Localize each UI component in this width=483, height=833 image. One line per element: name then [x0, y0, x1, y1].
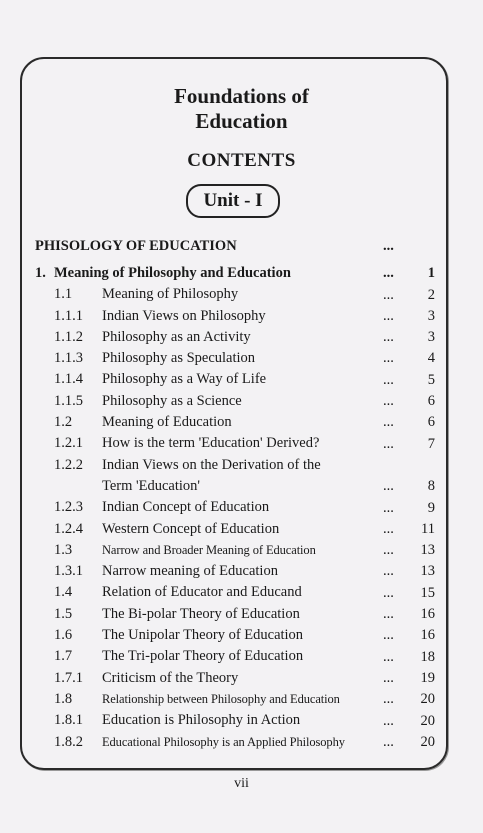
entry-page-number: 19: [420, 669, 435, 686]
entry-page-number: 1: [427, 265, 435, 282]
entry-page-number: 4: [427, 350, 435, 367]
entry-number: 1.4: [54, 584, 73, 601]
entry-title: Meaning of Philosophy: [102, 286, 239, 303]
toc-entry-1-4[interactable]: [35, 582, 435, 603]
entry-title: The Unipolar Theory of Education: [102, 627, 304, 644]
entry-dots: ...: [383, 733, 394, 750]
entry-dots: ...: [383, 648, 394, 665]
entry-page-number: 20: [420, 712, 435, 729]
entry-number: 1.1.5: [54, 392, 83, 409]
entry-dots: ...: [383, 478, 394, 495]
entry-dots: ...: [383, 520, 394, 537]
entry-dots: ...: [383, 307, 394, 324]
contents-heading: CONTENTS: [187, 150, 296, 171]
toc-entry-1-8[interactable]: [35, 689, 435, 710]
entry-dots: ...: [383, 265, 394, 282]
toc-entry-1[interactable]: [35, 263, 435, 284]
entry-number: 1.5: [54, 605, 73, 622]
entry-page-number: 13: [420, 563, 435, 580]
entry-title: Narrow meaning of Education: [102, 563, 278, 580]
entry-number: 1.2.3: [54, 499, 83, 516]
entry-number: 1.1.1: [54, 307, 83, 324]
entry-number: 1.8.2: [54, 733, 83, 750]
entry-page-number: 3: [427, 329, 435, 346]
page-folio: vii: [234, 776, 249, 791]
entry-title: Meaning of Philosophy and Education: [54, 265, 291, 281]
entry-dots: ...: [383, 393, 394, 410]
entry-number: 1.2: [54, 414, 73, 431]
toc-entry-1-7-1[interactable]: [35, 668, 435, 689]
entry-dots: ...: [383, 606, 394, 623]
toc-entry-1-2-4[interactable]: [35, 519, 435, 540]
entry-page-number: 11: [421, 520, 435, 537]
entry-dots: ...: [383, 712, 394, 729]
section-heading-dots: ...: [383, 238, 394, 254]
table-of-contents: [35, 263, 435, 753]
entry-number: 1.1: [54, 286, 73, 303]
book-title-line2: Education: [195, 109, 288, 133]
entry-title: Relationship between Philosophy and Education: [102, 691, 340, 706]
entry-page-number: 2: [427, 286, 435, 303]
toc-entry-1-8-1[interactable]: [35, 710, 435, 731]
entry-number: 1.: [35, 265, 46, 281]
entry-dots: ...: [383, 542, 394, 559]
toc-entry-1-5[interactable]: [35, 604, 435, 625]
entry-number: 1.3.1: [54, 563, 83, 580]
entry-page-number: 6: [427, 414, 435, 431]
entry-dots: ...: [383, 563, 394, 580]
toc-entry-1-7[interactable]: [35, 646, 435, 667]
entry-page-number: 20: [420, 691, 435, 708]
entry-number: 1.8: [54, 690, 73, 707]
unit-label: Unit - I: [186, 184, 280, 218]
entry-page-number: 9: [427, 499, 435, 516]
entry-dots: ...: [383, 435, 394, 452]
entry-number: 1.7.1: [54, 669, 83, 686]
entry-title: How is the term 'Education' Derived?: [102, 435, 320, 452]
toc-entry-1-1-5[interactable]: [35, 391, 435, 412]
entry-title: Indian Views on Philosophy: [102, 307, 266, 324]
entry-dots: ...: [383, 350, 394, 367]
entry-title: Narrow and Broader Meaning of Education: [102, 542, 316, 557]
entry-number: 1.3: [54, 541, 73, 558]
toc-entry-1-2-2[interactable]: [35, 455, 435, 498]
entry-number: 1.1.3: [54, 350, 83, 367]
entry-page-number: 8: [427, 478, 435, 495]
entry-dots: ...: [383, 499, 394, 516]
entry-title: Educational Philosophy is an Applied Philosophy: [102, 734, 345, 749]
entry-number: 1.7: [54, 648, 73, 665]
entry-title: Criticism of the Theory: [102, 669, 239, 686]
entry-page-number: 13: [420, 542, 435, 559]
entry-title: Relation of Educator and Educand: [102, 584, 302, 601]
entry-title: Education is Philosophy in Action: [102, 712, 301, 729]
section-heading-text: PHISOLOGY OF EDUCATION: [35, 238, 237, 254]
entry-page-number: 16: [420, 606, 435, 623]
entry-number: 1.1.2: [54, 328, 83, 345]
entry-title: Philosophy as Speculation: [102, 350, 256, 367]
section-heading: [35, 238, 435, 255]
entry-page-number: 6: [427, 393, 435, 410]
entry-dots: ...: [383, 329, 394, 346]
entry-title: Philosophy as an Activity: [102, 328, 251, 345]
toc-entry-1-1-3[interactable]: [35, 348, 435, 369]
entry-page-number: 7: [427, 435, 435, 452]
entry-title: Philosophy as a Way of Life: [102, 371, 267, 388]
entry-page-number: 20: [420, 733, 435, 750]
entry-title: Philosophy as a Science: [102, 392, 242, 409]
entry-title: Western Concept of Education: [102, 520, 280, 537]
entry-title: Meaning of Education: [102, 414, 232, 431]
entry-page-number: 5: [427, 371, 435, 388]
toc-entry-1-2-1[interactable]: [35, 433, 435, 454]
entry-number: 1.8.1: [54, 712, 83, 729]
toc-entry-1-2[interactable]: [35, 412, 435, 433]
entry-title: The Tri-polar Theory of Education: [102, 648, 304, 665]
toc-entry-1-1-2[interactable]: [35, 327, 435, 348]
toc-entry-1-3[interactable]: [35, 540, 435, 561]
entry-number: 1.6: [54, 627, 73, 644]
entry-dots: ...: [383, 371, 394, 388]
entry-dots: ...: [383, 691, 394, 708]
entry-page-number: 16: [420, 627, 435, 644]
entry-page-number: 15: [420, 584, 435, 601]
toc-entry-1-1-1[interactable]: [35, 306, 435, 327]
toc-entry-1-2-3[interactable]: [35, 497, 435, 518]
entry-title: Indian Concept of Education: [102, 499, 270, 516]
entry-number: 1.2.1: [54, 435, 83, 452]
entry-title: Indian Views on the Derivation of the Term 'Education': [102, 456, 321, 494]
toc-entry-1-1[interactable]: [35, 284, 435, 305]
entry-number: 1.2.2: [54, 456, 83, 473]
entry-number: 1.2.4: [54, 520, 83, 537]
entry-title: The Bi-polar Theory of Education: [102, 605, 300, 622]
entry-number: 1.1.4: [54, 371, 83, 388]
entry-dots: ...: [383, 669, 394, 686]
entry-page-number: 18: [420, 648, 435, 665]
entry-dots: ...: [383, 584, 394, 601]
entry-page-number: 3: [427, 307, 435, 324]
toc-entry-1-1-4[interactable]: [35, 369, 435, 390]
toc-entry-1-6[interactable]: [35, 625, 435, 646]
book-title-line1: Foundations of: [174, 84, 309, 108]
entry-dots: ...: [383, 627, 394, 644]
entry-dots: ...: [383, 414, 394, 431]
toc-entry-1-3-1[interactable]: [35, 561, 435, 582]
entry-dots: ...: [383, 286, 394, 303]
toc-entry-1-8-2[interactable]: [35, 732, 435, 753]
